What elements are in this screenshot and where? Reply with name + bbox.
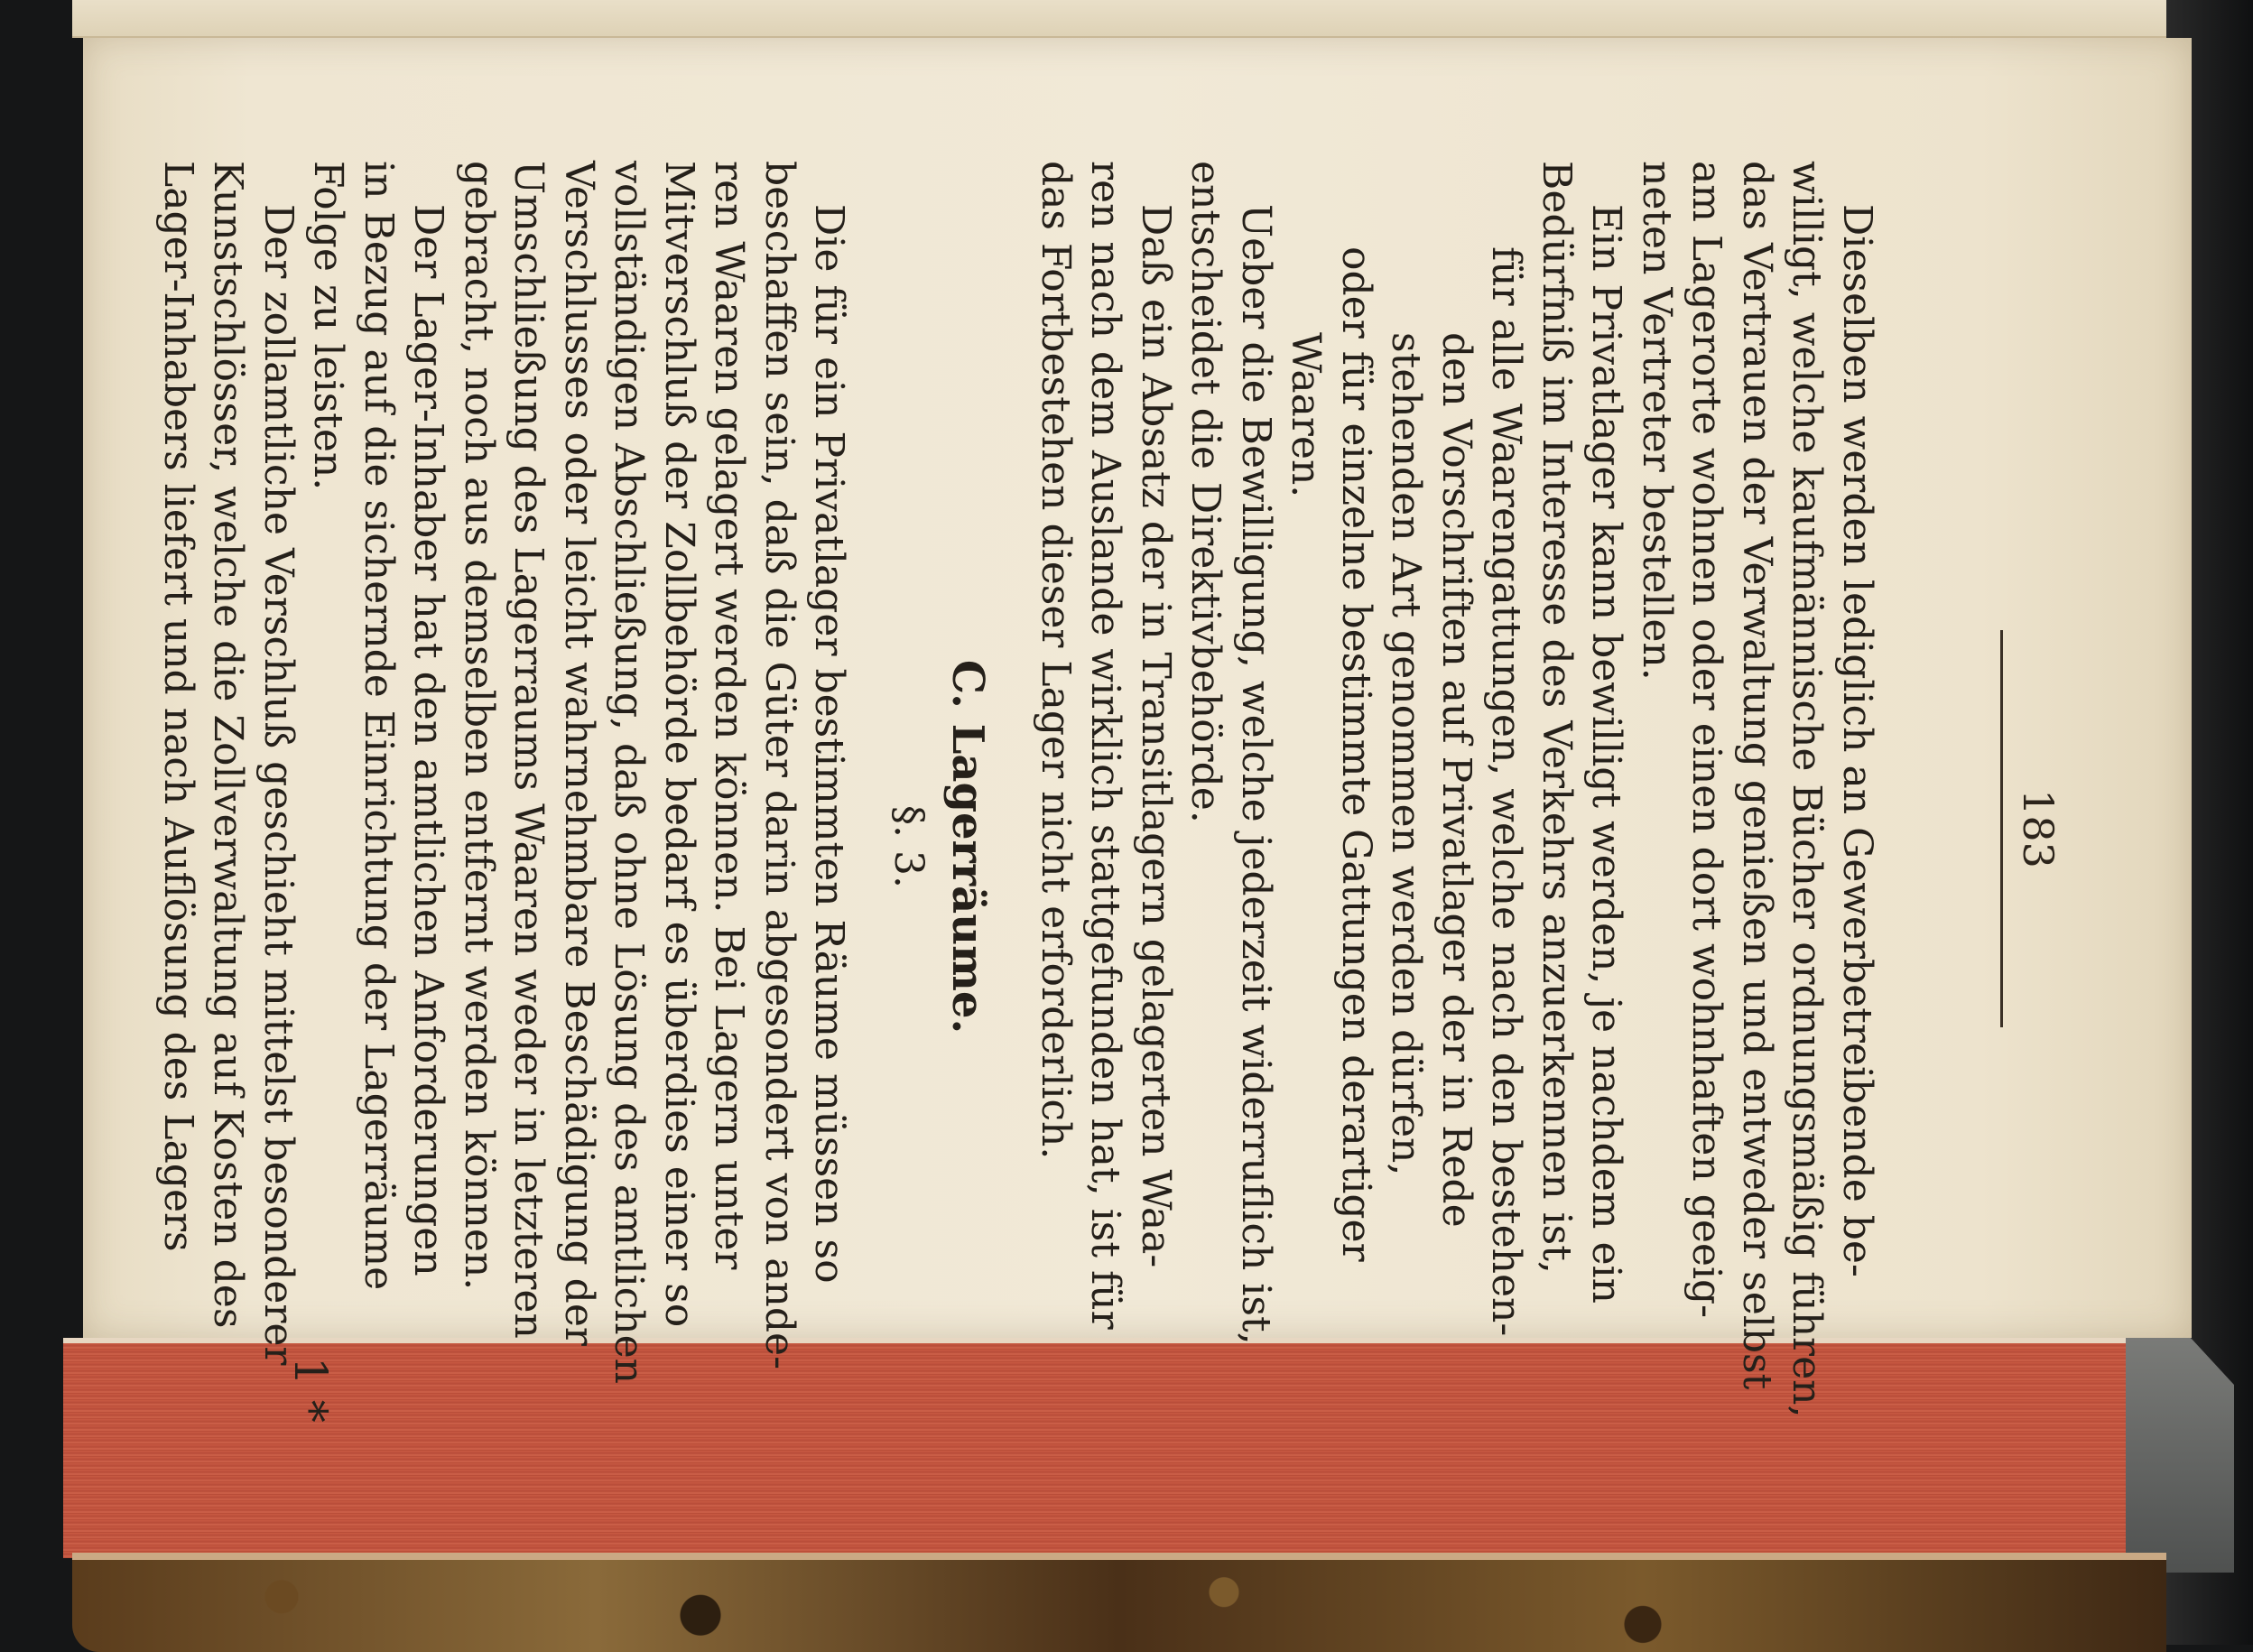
text-line: Der Lager-Inhaber hat den amtlichen Anforderungen: [405, 204, 452, 1276]
text-line: ren nach dem Auslande wirklich stattgefunden hat, ist für: [1082, 161, 1129, 1330]
text-line: Die für ein Privatlager bestimmten Räume müssen so: [806, 204, 853, 1284]
text-line: stehenden Art genommen werden dürfen,: [1383, 332, 1430, 1176]
previous-page-edge: [72, 0, 2175, 38]
text-line: Umschließung des Lagerraums Waaren weder in letzteren: [505, 161, 552, 1339]
text-line: Ueber die Bewilligung, welche jederzeit widerruflich ist,: [1233, 204, 1279, 1345]
text-line: am Lagerorte wohnen oder einen dort wohnhaften geeig-: [1683, 161, 1730, 1319]
text-line: Daß ein Absatz der in Transitlagern gelagerten Waa-: [1133, 204, 1179, 1268]
text-line: Mitverschluß der Zollbehörde bedarf es überdies einer so: [656, 161, 702, 1328]
text-line: neten Vertreter bestellen.: [1634, 161, 1680, 681]
text-line: gebracht, noch aus demselben entfernt werden können.: [456, 161, 502, 1291]
text-line: Der zollamtliche Verschluß geschieht mittelst besonderer: [255, 204, 301, 1366]
page-header: [1990, 161, 2063, 1533]
text-line: Bedürfniß im Interesse des Verkehrs anzuerkennen ist,: [1534, 161, 1580, 1274]
text-line: oder für einzelne bestimmte Gattungen derartiger: [1333, 246, 1379, 1262]
signature-mark: 1 *: [284, 1357, 337, 1423]
section-heading: C. Lagerräume.: [942, 659, 994, 1035]
paragraph-mark: §. 3.: [885, 805, 932, 888]
text-line: entscheidet die Direktivbehörde.: [1182, 161, 1229, 823]
text-line: den Vorschriften auf Privatlager der in Rede: [1433, 332, 1479, 1228]
rotated-page-content: [155, 161, 2063, 1533]
page-number: 183: [2014, 789, 2063, 868]
body-text: [153, 161, 1883, 1533]
text-line: Kunstschlösser, welche die Zollverwaltung auf Kosten des: [205, 161, 252, 1329]
marbled-cover: [72, 1553, 2166, 1652]
text-line: willigt, welche kaufmännische Bücher ordnungsmäßig führen,: [1784, 161, 1831, 1418]
text-line: Dieselben werden lediglich an Gewerbetreibende be-: [1834, 204, 1880, 1277]
page-edge-corner: [2126, 1338, 2234, 1573]
header-rule: [2000, 630, 2003, 1027]
text-line: Ein Privatlager kann bewilligt werden, je nachdem ein: [1583, 204, 1630, 1304]
text-line: Verschlusses oder leicht wahrnehmbare Beschädigung der: [556, 161, 602, 1346]
text-line: in Bezug auf die sichernde Einrichtung der Lagerräume: [356, 161, 402, 1291]
text-line: Lager-Inhabers liefert und nach Auflösung des Lagers: [155, 161, 201, 1252]
text-line: Waaren.: [1283, 332, 1330, 498]
text-line: ren Waaren gelagert werden können. Bei Lagern unter: [706, 161, 753, 1270]
text-line: das Vertrauen der Verwaltung genießen und entweder selbst: [1734, 161, 1780, 1390]
text-line: für alle Waarengattungen, welche nach den bestehen-: [1483, 246, 1530, 1337]
text-line: das Fortbestehen dieser Lager nicht erforderlich.: [1033, 161, 1079, 1160]
text-line: beschaffen sein, daß die Güter darin abgesondert von ande-: [756, 161, 802, 1369]
text-line: Folge zu leisten.: [305, 161, 352, 491]
text-line: vollständigen Abschließung, daß ohne Lösung des amtlichen: [606, 161, 653, 1384]
